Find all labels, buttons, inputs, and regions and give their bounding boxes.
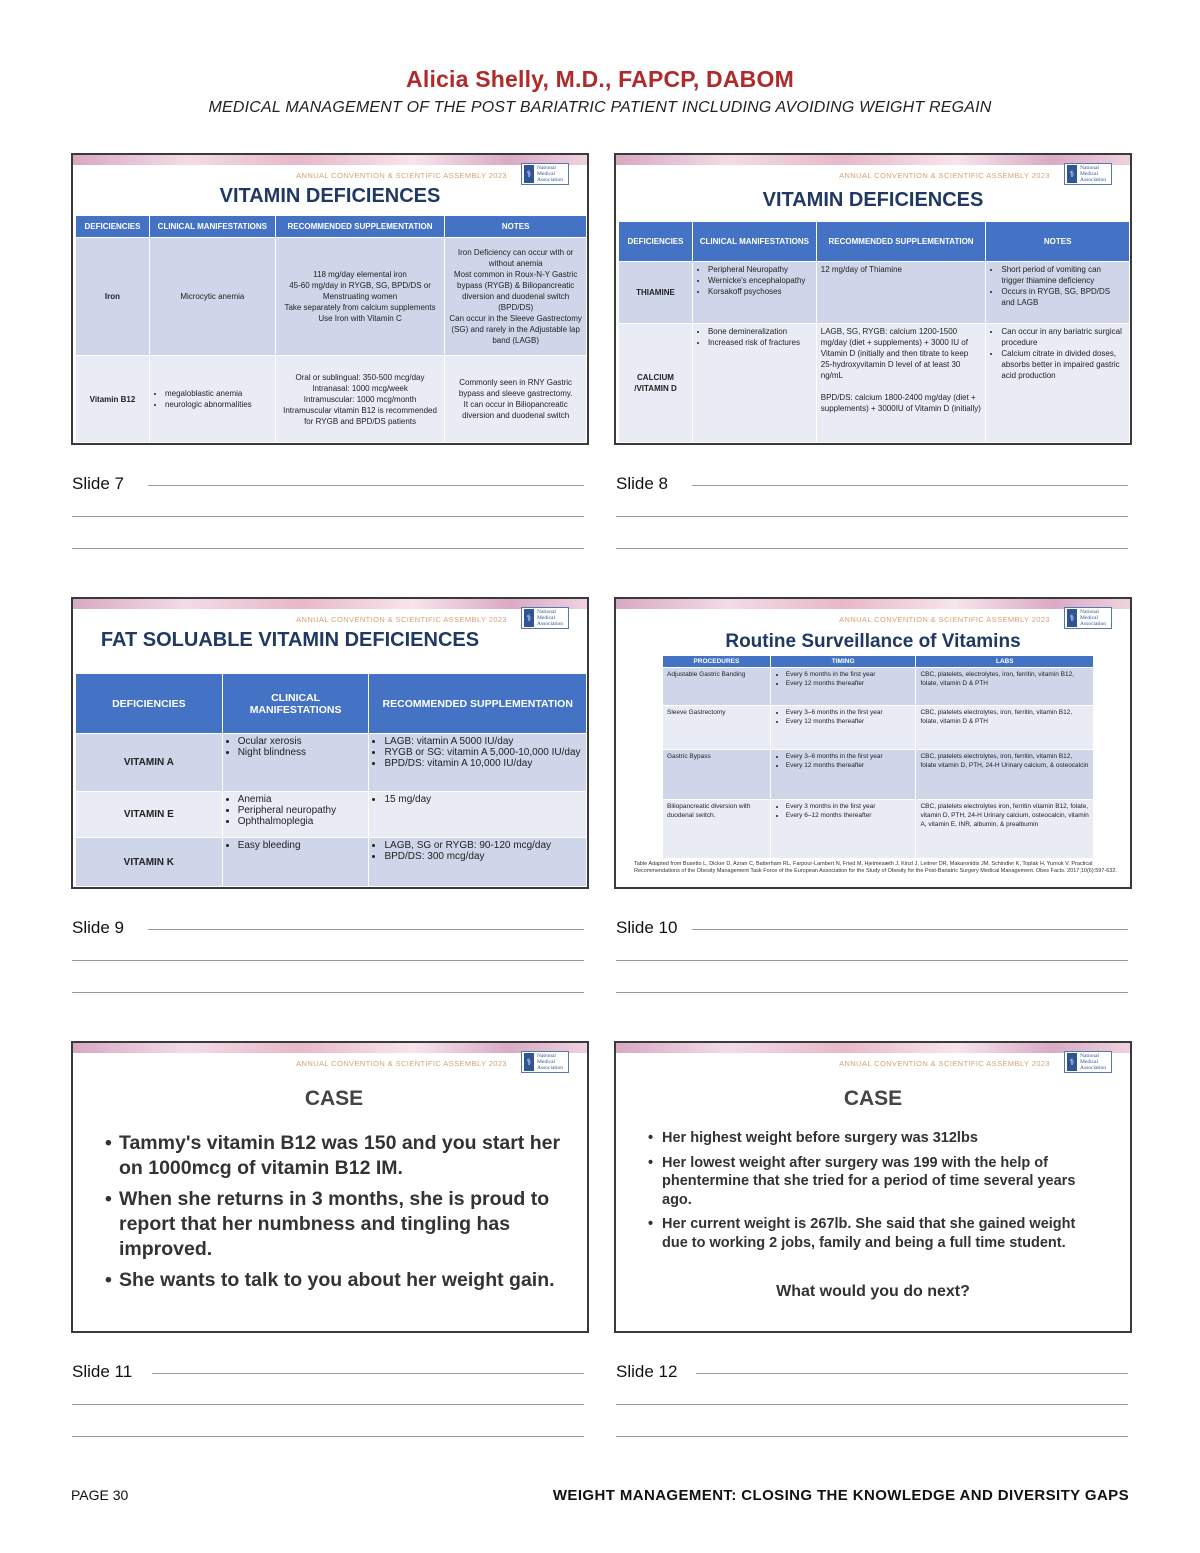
note-line[interactable] xyxy=(616,516,1128,517)
nma-logo: ⚕ National Medical Association xyxy=(521,607,569,629)
column-header: TIMING xyxy=(770,656,916,668)
slide-7-label: Slide 7 xyxy=(72,474,124,493)
note-line[interactable] xyxy=(696,1373,1128,1374)
case-bullets xyxy=(648,1129,1098,1252)
note-line[interactable] xyxy=(72,548,584,549)
column-header: NOTES xyxy=(445,216,587,238)
note-line[interactable] xyxy=(616,1404,1128,1405)
slide-11-label: Slide 11 xyxy=(72,1362,133,1381)
case-question: What would you do next? xyxy=(776,1283,970,1300)
column-header: DEFICIENCIES xyxy=(76,674,223,734)
list-item: • Her highest weight before surgery was 312lbs xyxy=(648,1129,1098,1148)
note-line[interactable] xyxy=(72,960,584,961)
nma-logo: ⚕ National Medical Association xyxy=(1064,1051,1112,1073)
column-header: RECOMMENDED SUPPLEMENTATION xyxy=(369,674,587,734)
list-item: • Tammy's vitamin B12 was 150 and you start her on 1000mcg of vitamin B12 IM. xyxy=(105,1131,565,1181)
caduceus-icon: ⚕ xyxy=(524,609,534,627)
slide-10 xyxy=(614,597,1132,889)
caduceus-icon: ⚕ xyxy=(1067,609,1077,627)
decorative-band xyxy=(616,599,1130,609)
slide-7 xyxy=(71,153,589,445)
slide-9-label: Slide 9 xyxy=(72,918,124,937)
page-header xyxy=(0,66,1200,117)
table-row: CALCIUM /VITAMIN D • Bone demineralization • Increased risk of fractures LAGB, SG, RYGB: calcium 1200-1500 mg/day (diet + supplements) + 3000 IU of Vitamin D (initially and then titrate to keep 25-hydroxyvitamin D level of at least 30 ng/mL BPD/DS: calcium 1800-2400 mg/day (diet + supplements) + 3000IU of Vitamin D (initially) • Can occur in any bariatric surgical procedure • Calcium citrate in divided doses, absorbs better in impaired gastric acid production xyxy=(619,324,1130,443)
presentation-title: MEDICAL MANAGEMENT OF THE POST BARIATRIC PATIENT INCLUDING AVOIDING WEIGHT REGAIN xyxy=(208,99,992,116)
note-line[interactable] xyxy=(148,929,584,930)
note-line[interactable] xyxy=(72,1436,584,1437)
column-header: CLINICAL MANIFESTATIONS xyxy=(692,222,816,262)
surveillance-table xyxy=(662,655,1094,859)
slide-title: VITAMIN DEFICIENCES xyxy=(219,185,441,207)
convention-banner: ANNUAL CONVENTION & SCIENTIFIC ASSEMBLY 2023 xyxy=(296,1059,507,1068)
note-line[interactable] xyxy=(692,929,1128,930)
table-source-citation: Table Adapted from Busetto L, Dicker D, Azran C, Batterham RL, Farpour-Lambert N, Fried M, Hjelmesæth J, Kinzl J, Leitner DR, Makaronidis JM, Schindler K, Toplak H, Yumuk V. Practical Recommendations of the Obesity Management Task Force of the European Association for the Study of Obesity for the Post-Bariatric Surgery Medical Management. Obes Facts. 2017;10(6):597-632. xyxy=(634,861,1117,874)
table-row: VITAMIN K • Easy bleeding • LAGB, SG or RYGB: 90-120 mcg/day • BPD/DS: 300 mcg/day xyxy=(76,838,587,887)
table-row: Sleeve Gastrectomy • Every 3–6 months in the first year • Every 12 months thereafter CBC, platelets electrolytes, iron, ferritin, vitamin B12, folate, vitamin D & PTH xyxy=(663,706,1094,750)
convention-banner: ANNUAL CONVENTION & SCIENTIFIC ASSEMBLY 2023 xyxy=(296,615,507,624)
column-header: DEFICIENCIES xyxy=(76,216,150,238)
slide-11 xyxy=(71,1041,589,1333)
slide-8-label: Slide 8 xyxy=(616,474,668,493)
convention-banner: ANNUAL CONVENTION & SCIENTIFIC ASSEMBLY 2023 xyxy=(839,171,1050,180)
column-header: NOTES xyxy=(986,222,1130,262)
note-line[interactable] xyxy=(692,485,1128,486)
note-line[interactable] xyxy=(148,485,584,486)
column-header: PROCEDURES xyxy=(663,656,771,668)
slide-title: Routine Surveillance of Vitamins xyxy=(725,631,1021,652)
slide-title: FAT SOLUABLE VITAMIN DEFICIENCES xyxy=(100,629,480,651)
convention-banner: ANNUAL CONVENTION & SCIENTIFIC ASSEMBLY 2023 xyxy=(839,615,1050,624)
column-header: CLINICAL MANIFESTATIONS xyxy=(149,216,275,238)
column-header: RECOMMENDED SUPPLEMENTATION xyxy=(816,222,986,262)
nma-logo: ⚕ National Medical Association xyxy=(1064,163,1112,185)
author-name: Alicia Shelly, M.D., FAPCP, DABOM xyxy=(406,66,794,92)
case-bullets xyxy=(105,1131,565,1293)
decorative-band xyxy=(73,155,587,165)
vitamin-deficiency-table xyxy=(75,215,587,443)
note-line[interactable] xyxy=(616,992,1128,993)
caduceus-icon: ⚕ xyxy=(1067,1053,1077,1071)
table-row: Gastric Bypass • Every 3–6 months in the first year • Every 12 months thereafter CBC, platelets electrolytes, iron, ferritin, vitamin B12, folate vitamin D, PTH, 24-H Urinary calcium, & osteocalcin xyxy=(663,750,1094,800)
slide-10-label: Slide 10 xyxy=(616,918,678,937)
slide-8 xyxy=(614,153,1132,445)
table-row: VITAMIN E • Anemia • Peripheral neuropathy • Ophthalmoplegia • 15 mg/day xyxy=(76,792,587,838)
note-line[interactable] xyxy=(616,1436,1128,1437)
note-line[interactable] xyxy=(72,1404,584,1405)
convention-banner: ANNUAL CONVENTION & SCIENTIFIC ASSEMBLY 2023 xyxy=(839,1059,1050,1068)
table-row: Adjustable Gastric Banding • Every 6 months in the first year • Every 12 months thereafter CBC, platelets, electrolytes, iron, ferritin, vitamin B12, folate, vitamin D & PTH xyxy=(663,668,1094,706)
column-header: LABS xyxy=(916,656,1094,668)
slide-12-label: Slide 12 xyxy=(616,1362,678,1381)
decorative-band xyxy=(616,1043,1130,1053)
table-row: Biliopancreatic diversion with duodenal switch. • Every 3 months in the first year • Every 6–12 months thereafter CBC, platelets electrolytes iron, ferritin vitamin B12, folate, vitamin D, PTH, 24-H Urinary calcium, osteocalcin, vitamin A, vitamin E, INR, albumin, & prealbumin xyxy=(663,800,1094,859)
note-line[interactable] xyxy=(616,548,1128,549)
table-row: Iron Microcytic anemia 118 mg/day elemental iron 45-60 mg/day in RYGB, SG, BPD/DS or Menstruating women Take separately from calcium supplements Use Iron with Vitamin C Iron Deficiency can occur with or without anemia Most common in Roux-N-Y Gastric bypass (RYGB) & Biliopancreatic diversion and duodenal switch (BPD/DS) Can occur in the Sleeve Gastrectomy (SG) and rarely in the Adjustable lap band (LAGB) xyxy=(76,238,587,356)
table-row: THIAMINE • Peripheral Neuropathy • Wernicke's encephalopathy • Korsakoff psychoses 12 mg/day of Thiamine • Short period of vomiting can trigger thiamine deficiency • Occurs in RYGB, SG, BPD/DS and LAGB xyxy=(619,262,1130,324)
note-line[interactable] xyxy=(152,1373,584,1374)
decorative-band xyxy=(73,1043,587,1053)
list-item: • When she returns in 3 months, she is proud to report that her numbness and tingling has improved. xyxy=(105,1187,565,1262)
page-number: PAGE 30 xyxy=(71,1487,129,1503)
column-header: DEFICIENCIES xyxy=(619,222,693,262)
slide-title: CASE xyxy=(304,1087,364,1110)
fat-soluble-vitamin-table xyxy=(75,673,587,887)
publication-title: WEIGHT MANAGEMENT: CLOSING THE KNOWLEDGE AND DIVERSITY GAPS xyxy=(552,1487,1129,1504)
note-line[interactable] xyxy=(72,516,584,517)
decorative-band xyxy=(616,155,1130,165)
caduceus-icon: ⚕ xyxy=(524,1053,534,1071)
note-line[interactable] xyxy=(616,960,1128,961)
column-header: CLINICAL MANIFESTATIONS xyxy=(222,674,369,734)
list-item: • She wants to talk to you about her weight gain. xyxy=(105,1268,565,1293)
note-line[interactable] xyxy=(72,992,584,993)
nma-logo: ⚕ National Medical Association xyxy=(1064,607,1112,629)
list-item: • Her lowest weight after surgery was 199 with the help of phentermine that she tried for a period of time several years ago. xyxy=(648,1154,1098,1210)
table-row: VITAMIN A • Ocular xerosis • Night blindness • LAGB: vitamin A 5000 IU/day • RYGB or SG: vitamin A 5,000-10,000 IU/day • BPD/DS: vitamin A 10,000 IU/day xyxy=(76,734,587,792)
slide-12 xyxy=(614,1041,1132,1333)
decorative-band xyxy=(73,599,587,609)
nma-logo: ⚕ National Medical Association xyxy=(521,1051,569,1073)
list-item: • Her current weight is 267lb. She said that she gained weight due to working 2 jobs, family and being a full time student. xyxy=(648,1215,1098,1252)
convention-banner: ANNUAL CONVENTION & SCIENTIFIC ASSEMBLY 2023 xyxy=(296,171,507,180)
slide-9 xyxy=(71,597,589,889)
table-row: Vitamin B12 • megaloblastic anemia • neurologic abnormalities Oral or sublingual: 350-500 mcg/day Intranasal: 1000 mcg/week Intramuscular: 1000 mcg/month Intramuscular vitamin B12 is recommended for RYGB and BPD/DS patients Commonly seen in RNY Gastric bypass and sleeve gastrectomy. It can occur in Biliopancreatic diversion and duodenal switch xyxy=(76,356,587,443)
vitamin-deficiency-table xyxy=(618,221,1130,443)
caduceus-icon: ⚕ xyxy=(1067,165,1077,183)
slide-title: VITAMIN DEFICIENCES xyxy=(762,189,984,211)
caduceus-icon: ⚕ xyxy=(524,165,534,183)
slide-title: CASE xyxy=(843,1087,903,1110)
nma-logo: ⚕ National Medical Association xyxy=(521,163,569,185)
column-header: RECOMMENDED SUPPLEMENTATION xyxy=(275,216,445,238)
